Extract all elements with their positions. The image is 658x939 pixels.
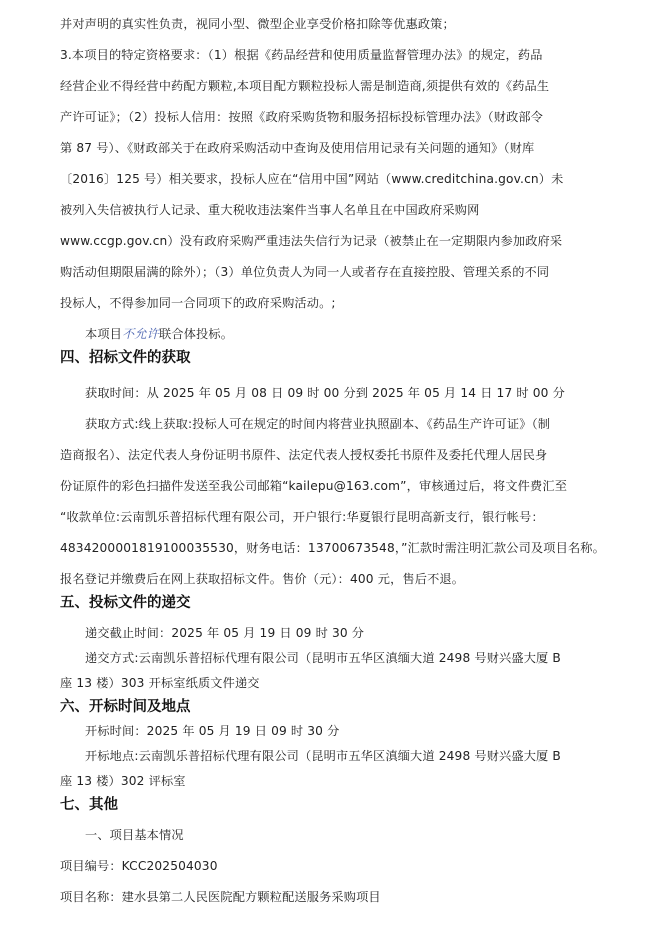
paragraph-line: 被列入失信被执行人记录、重大税收违法案件当事人名单且在中国政府采购网 <box>60 203 480 217</box>
consortium-note-prefix: 本项目 <box>85 327 123 341</box>
project-name: 项目名称：建水县第二人民医院配方颗粒配送服务采购项目 <box>60 890 381 904</box>
paragraph-line: 座 13 楼）303 开标室纸质文件递交 <box>60 676 260 690</box>
paragraph-line: 购活动但期限届满的除外）；（3）单位负责人为同一人或者存在直接控股、管理关系的不同 <box>60 265 550 279</box>
consortium-note <box>85 325 233 343</box>
paragraph-line: 报名登记并缴费后在网上获取招标文件。售价（元）：400 元，售后不退。 <box>60 572 465 586</box>
paragraph-line: 份证原件的彩色扫描件发送至我公司邮箱“kailepu@163.com”，审核通过后，将文件费汇至 <box>60 479 568 493</box>
section-heading-7: 七、其他 <box>60 797 118 813</box>
paragraph-line: www.ccgp.gov.cn）没有政府采购严重违法失信行为记录（被禁止在一定期限内参加政府采 <box>60 234 563 248</box>
paragraph-line: 经营企业不得经营中药配方颗粒,本项目配方颗粒投标人需是制造商,须提供有效的《药品生 <box>60 79 550 93</box>
consortium-not-allowed: 不允许 <box>122 327 160 341</box>
paragraph-line: 并对声明的真实性负责，视同小型、微型企业享受价格扣除等优惠政策； <box>60 17 455 31</box>
paragraph-line: 产许可证》；（2）投标人信用：按照《政府采购货物和服务招标投标管理办法》（财政部令 <box>60 110 544 124</box>
submission-deadline: 递交截止时间：2025 年 05 月 19 日 09 时 30 分 <box>85 626 365 640</box>
paragraph-line: 4834200001819100035530，财务电话：13700673548，”汇款时需注明汇款公司及项目名称。 <box>60 541 605 555</box>
submission-method: 递交方式:云南凯乐普招标代理有限公司（昆明市五华区滇缅大道 2498 号财兴盛大厦 B <box>85 651 561 665</box>
paragraph-line: 第 87 号）、《财政部关于在政府采购活动中查询及使用信用记录有关问题的通知》（财库 <box>60 141 535 155</box>
paragraph-line: 3.本项目的特定资格要求：（1）根据《药品经营和使用质量监督管理办法》的规定，药品 <box>60 48 543 62</box>
paragraph-line: “收款单位:云南凯乐普招标代理有限公司，开户银行:华夏银行昆明高新支行，银行帐号： <box>60 510 544 524</box>
consortium-note-suffix: 联合体投标。 <box>159 327 234 341</box>
paragraph-line: 投标人，不得参加同一合同项下的政府采购活动。; <box>60 296 336 310</box>
acquisition-time: 获取时间：从 2025 年 05 月 08 日 09 时 00 分到 2025 年 05 月 14 日 17 时 00 分 <box>85 386 565 400</box>
section-heading-6: 六、开标时间及地点 <box>60 699 191 715</box>
section-heading-5: 五、投标文件的递交 <box>60 595 191 611</box>
project-number: 项目编号：KCC202504030 <box>60 859 218 873</box>
paragraph-line: 造商报名）、法定代表人身份证明书原件、法定代表人授权委托书原件及委托代理人居民身 <box>60 448 548 462</box>
paragraph-line: 座 13 楼）302 评标室 <box>60 774 186 788</box>
acquisition-method: 获取方式:线上获取:投标人可在规定的时间内将营业执照副本、《药品生产许可证》（制 <box>85 417 551 431</box>
opening-location: 开标地点:云南凯乐普招标代理有限公司（昆明市五华区滇缅大道 2498 号财兴盛大厦 B <box>85 749 561 763</box>
paragraph-line: 〔2016〕125 号）相关要求，投标人应在“信用中国”网站（www.creditchina.gov.cn）未 <box>60 172 564 186</box>
subsection-heading: 一、项目基本情况 <box>85 828 184 842</box>
opening-time: 开标时间：2025 年 05 月 19 日 09 时 30 分 <box>85 724 340 738</box>
section-heading-4: 四、招标文件的获取 <box>60 350 191 366</box>
